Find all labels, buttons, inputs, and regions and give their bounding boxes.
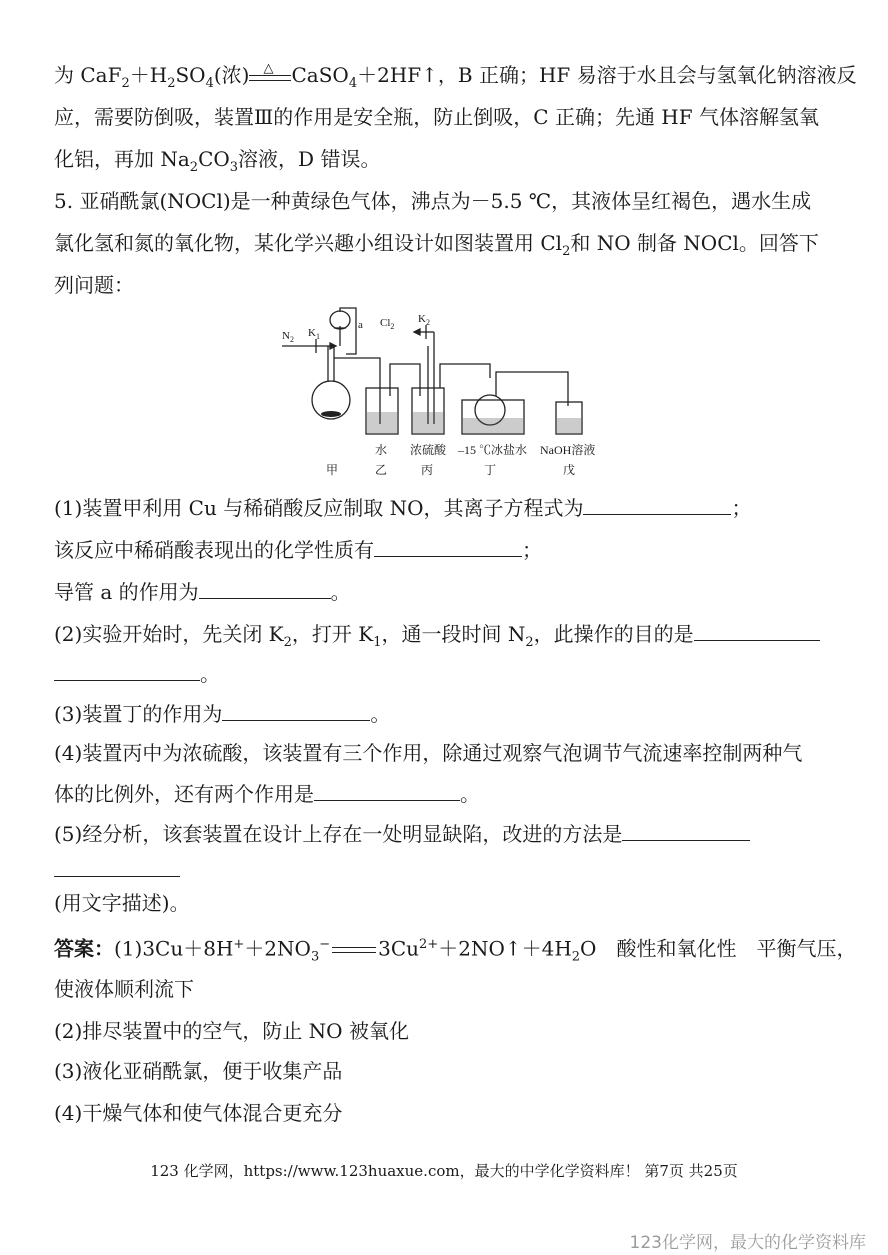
- question-line-2: 氯化氢和氮的氧化物，某化学兴趣小组设计如图装置用 $Cl_2$和 NO 制备 NOCl。回答下: [54, 231, 819, 259]
- heat-equals-sign: △: [249, 70, 291, 84]
- answer-blank[interactable]: [622, 820, 750, 841]
- part4-line-2: 体的比例外，还有两个作用是 。: [54, 782, 480, 806]
- part1-line-1: (1)装置甲利用 Cu 与稀硝酸反应制取 NO，其离子方程式为 ；: [54, 496, 752, 520]
- part2-line-2: 。: [54, 660, 220, 687]
- intro-line-2: 应，需要防倒吸，装置Ⅲ的作用是安全瓶，防止倒吸，C 正确；先通 HF 气体溶解氢氧: [54, 105, 819, 129]
- label-naoh: NaOH溶液: [540, 443, 596, 457]
- label-k1: $K_1$: [308, 327, 320, 341]
- part5-line-3: (用文字描述)。: [54, 891, 190, 915]
- question-line-1: 5. 亚硝酰氯(NOCl)是一种黄绿色气体，沸点为－5.5 ℃，其液体呈红褐色，遇水生成: [54, 189, 812, 213]
- label-bing: 丙: [421, 463, 434, 477]
- answer-blank[interactable]: [222, 700, 370, 721]
- label-jia: 甲: [326, 463, 339, 477]
- answer-blank[interactable]: [199, 578, 331, 599]
- answer-blank[interactable]: [54, 660, 200, 681]
- answer-blank[interactable]: [54, 856, 180, 877]
- answer-3: (3)液化亚硝酰氯，便于收集产品: [54, 1059, 343, 1083]
- label-water: 水: [375, 443, 388, 457]
- answer-2: (2)排尽装置中的空气，防止 NO 被氧化: [54, 1019, 409, 1043]
- answer-4: (4)干燥气体和使气体混合更充分: [54, 1101, 343, 1125]
- part1-line-2: 该反应中稀硝酸表现出的化学性质有 ；: [54, 538, 542, 562]
- part5-line-1: (5)经分析，该套装置在设计上存在一处明显缺陷，改进的方法是: [54, 820, 750, 847]
- label-sulfuric-acid: 浓硫酸: [410, 443, 447, 457]
- answer-line-2: 使液体顺利流下: [54, 977, 194, 1001]
- part5-line-2: [54, 856, 180, 883]
- apparatus-diagram: [268, 306, 628, 486]
- label-wu: 戊: [563, 463, 576, 477]
- part4-line-1: (4)装置丙中为浓硫酸，该装置有三个作用，除通过观察气泡调节气流速率控制两种气: [54, 741, 803, 765]
- label-ice-salt-water: –15 ℃冰盐水: [458, 443, 528, 457]
- intro-line-1: 为 $CaF_2+H_2SO_4$(浓) △ CaSO$_4$＋2HF↑，B 正确；HF 易溶于水且会与氢氧化钠溶液反: [54, 60, 857, 91]
- intro-line-3: 化铝，再加 $Na_2CO_3$溶液，D 错误。: [54, 147, 381, 175]
- answer-blank[interactable]: [314, 780, 460, 801]
- page-footer: 123 化学网，https://www.123huaxue.com，最大的中学化学资料库！ 第7页 共25页: [150, 1162, 738, 1180]
- answer-blank[interactable]: [374, 536, 522, 557]
- label-k2: $K_2$: [418, 313, 430, 327]
- label-n2: $N_2$: [282, 330, 294, 344]
- label-yi: 乙: [375, 463, 388, 477]
- label-cl2: $Cl_2$: [380, 317, 395, 331]
- label-ding: 丁: [484, 463, 497, 477]
- answer-blank[interactable]: [694, 620, 820, 641]
- equals-sign: [332, 947, 376, 953]
- watermark: 123化学网，最大的化学资料库: [629, 1233, 866, 1253]
- question-line-3: 列问题：: [54, 273, 134, 297]
- answer-line-1: 答案：$(1)3Cu+8H^++2NO_3^-$ $3Cu^{2+}+2NO↑+4H_2O$ 酸性和氧化性 平衡气压，: [54, 936, 857, 965]
- part3-line: (3)装置丁的作用为 。: [54, 702, 391, 726]
- part2-line-1: (2)实验开始时，先关闭 $K_2$，打开 $K_1$，通一段时间 $N_2$，此操作的目的是: [54, 620, 820, 656]
- answer-blank[interactable]: [583, 494, 731, 515]
- part1-line-3: 导管 a 的作用为 。: [54, 580, 351, 604]
- label-a: a: [358, 319, 363, 331]
